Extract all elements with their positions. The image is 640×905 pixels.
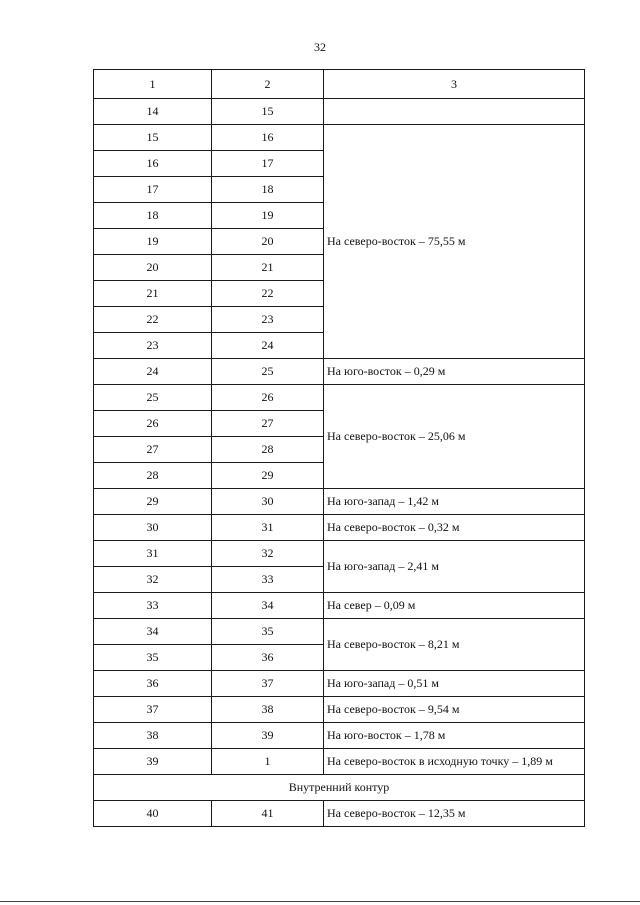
point-to-cell: 27 bbox=[212, 411, 324, 437]
table-row bbox=[94, 515, 585, 541]
point-to-cell: 26 bbox=[212, 385, 324, 411]
point-from-cell: 36 bbox=[94, 671, 212, 697]
point-to-cell: 39 bbox=[212, 723, 324, 749]
direction-cell: На юго-запад – 1,42 м bbox=[324, 489, 585, 515]
coordinates-table bbox=[93, 69, 585, 827]
table-row bbox=[94, 125, 585, 151]
point-to-cell: 34 bbox=[212, 593, 324, 619]
point-to-cell: 16 bbox=[212, 125, 324, 151]
point-from-cell: 24 bbox=[94, 359, 212, 385]
point-from-cell: 19 bbox=[94, 229, 212, 255]
direction-cell: На юго-восток – 1,78 м bbox=[324, 723, 585, 749]
direction-cell: На юго-восток – 0,29 м bbox=[324, 359, 585, 385]
point-to-cell: 37 bbox=[212, 671, 324, 697]
direction-cell: На северо-восток – 25,06 м bbox=[324, 385, 585, 489]
point-from-cell: 34 bbox=[94, 619, 212, 645]
point-to-cell: 36 bbox=[212, 645, 324, 671]
point-to-cell: 38 bbox=[212, 697, 324, 723]
point-from-cell: 23 bbox=[94, 333, 212, 359]
point-from-cell: 39 bbox=[94, 749, 212, 775]
point-from-cell: 37 bbox=[94, 697, 212, 723]
point-from-cell: 29 bbox=[94, 489, 212, 515]
direction-cell: На юго-запад – 0,51 м bbox=[324, 671, 585, 697]
point-from-cell: 27 bbox=[94, 437, 212, 463]
direction-cell: На северо-восток – 0,32 м bbox=[324, 515, 585, 541]
point-from-cell: 25 bbox=[94, 385, 212, 411]
point-to-cell: 15 bbox=[212, 99, 324, 125]
point-to-cell: 25 bbox=[212, 359, 324, 385]
point-to-cell: 17 bbox=[212, 151, 324, 177]
point-to-cell: 24 bbox=[212, 333, 324, 359]
page-number: 32 bbox=[314, 40, 326, 54]
point-to-cell: 30 bbox=[212, 489, 324, 515]
point-to-cell: 18 bbox=[212, 177, 324, 203]
table-header-row bbox=[94, 70, 585, 99]
point-from-cell: 30 bbox=[94, 515, 212, 541]
inner-contour-title: Внутренний контур bbox=[94, 775, 585, 801]
direction-cell: На северо-восток – 12,35 м bbox=[324, 801, 585, 827]
direction-cell: На северо-восток – 9,54 м bbox=[324, 697, 585, 723]
table-row bbox=[94, 541, 585, 567]
point-from-cell: 38 bbox=[94, 723, 212, 749]
table-row bbox=[94, 801, 585, 827]
point-from-cell: 16 bbox=[94, 151, 212, 177]
point-to-cell: 22 bbox=[212, 281, 324, 307]
direction-cell: На юго-запад – 2,41 м bbox=[324, 541, 585, 593]
point-to-cell: 33 bbox=[212, 567, 324, 593]
point-from-cell: 17 bbox=[94, 177, 212, 203]
point-from-cell: 15 bbox=[94, 125, 212, 151]
point-from-cell: 40 bbox=[94, 801, 212, 827]
direction-cell: На северо-восток – 8,21 м bbox=[324, 619, 585, 671]
column-header-3: 3 bbox=[324, 70, 585, 99]
table-row bbox=[94, 619, 585, 645]
point-to-cell: 21 bbox=[212, 255, 324, 281]
point-to-cell: 29 bbox=[212, 463, 324, 489]
table-row bbox=[94, 385, 585, 411]
point-from-cell: 26 bbox=[94, 411, 212, 437]
point-from-cell: 22 bbox=[94, 307, 212, 333]
point-to-cell: 1 bbox=[212, 749, 324, 775]
table-row bbox=[94, 359, 585, 385]
point-to-cell: 28 bbox=[212, 437, 324, 463]
point-to-cell: 20 bbox=[212, 229, 324, 255]
direction-cell: На северо-восток – 75,55 м bbox=[324, 125, 585, 359]
point-from-cell: 21 bbox=[94, 281, 212, 307]
point-from-cell: 35 bbox=[94, 645, 212, 671]
table-row bbox=[94, 671, 585, 697]
point-from-cell: 28 bbox=[94, 463, 212, 489]
scan-edge-line bbox=[0, 901, 640, 902]
table-row bbox=[94, 489, 585, 515]
direction-cell bbox=[324, 99, 585, 125]
point-from-cell: 32 bbox=[94, 567, 212, 593]
direction-cell: На северо-восток в исходную точку – 1,89 м bbox=[324, 749, 585, 775]
table-row bbox=[94, 697, 585, 723]
point-to-cell: 32 bbox=[212, 541, 324, 567]
point-to-cell: 31 bbox=[212, 515, 324, 541]
point-to-cell: 41 bbox=[212, 801, 324, 827]
point-from-cell: 14 bbox=[94, 99, 212, 125]
table-row bbox=[94, 99, 585, 125]
point-to-cell: 23 bbox=[212, 307, 324, 333]
point-from-cell: 33 bbox=[94, 593, 212, 619]
column-header-1: 1 bbox=[94, 70, 212, 99]
point-to-cell: 35 bbox=[212, 619, 324, 645]
point-from-cell: 31 bbox=[94, 541, 212, 567]
table-row bbox=[94, 593, 585, 619]
column-header-2: 2 bbox=[212, 70, 324, 99]
direction-cell: На север – 0,09 м bbox=[324, 593, 585, 619]
point-from-cell: 20 bbox=[94, 255, 212, 281]
point-from-cell: 18 bbox=[94, 203, 212, 229]
table-row bbox=[94, 749, 585, 775]
point-to-cell: 19 bbox=[212, 203, 324, 229]
table-row bbox=[94, 723, 585, 749]
section-row bbox=[94, 775, 585, 801]
